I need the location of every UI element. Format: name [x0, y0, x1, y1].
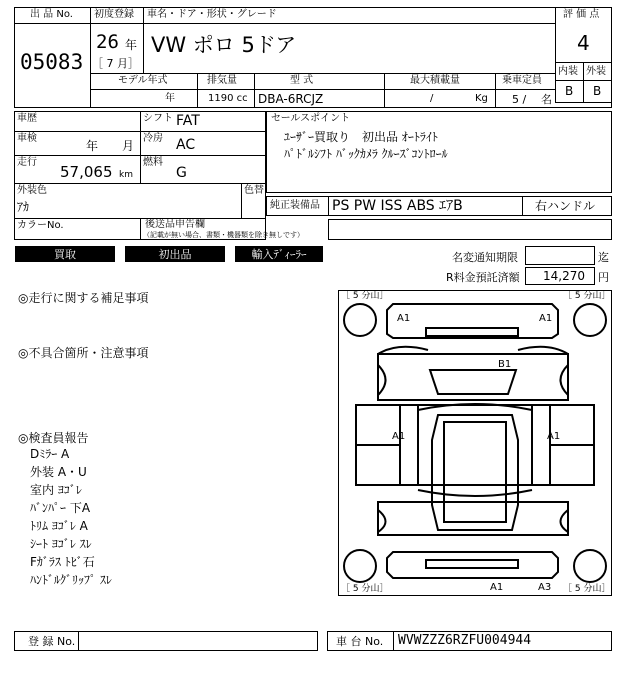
tag-import-dealer: 輸入ﾃﾞｨｰﾗｰ	[235, 246, 323, 262]
first-reg-label: 初度登録	[94, 9, 134, 20]
exterior-label: 外装	[586, 66, 606, 77]
exterior-color-value: ｱｶ	[17, 200, 30, 214]
mark-front-left: A1	[397, 313, 411, 324]
tire-rear-left-label: ［ 5 分山］	[341, 584, 389, 594]
lot-no: 05083	[20, 50, 84, 74]
max-load-slash: /	[430, 93, 434, 104]
sales-point-line-1: ﾕｰｻﾞｰ買取り 初出品 ｵｰﾄﾗｲﾄ	[284, 130, 438, 144]
model-year-unit: 年	[165, 93, 175, 104]
inspector-report-label: ◎検査員報告	[18, 431, 89, 445]
inspector-line: Fｶﾞﾗｽ ﾄﾋﾞ石	[30, 555, 95, 569]
inspector-line: ﾊﾞﾝﾊﾟｰ 下A	[30, 501, 91, 515]
interior-grade: B	[565, 84, 574, 98]
sales-point-line-2: ﾊﾟﾄﾞﾙｼﾌﾄ ﾊﾞｯｸｶﾒﾗ ｸﾙｰｽﾞｺﾝﾄﾛｰﾙ	[284, 147, 448, 161]
post-doc-note: （記載が無い場合、書類・機器類を除き無しです）	[143, 231, 304, 239]
tire-front-right-label: ［ 5 分山］	[563, 291, 611, 301]
color-no-label: カラーNo.	[17, 220, 64, 231]
first-reg-year: 26	[96, 31, 119, 53]
recycle-label: R料金預託済額	[446, 271, 520, 284]
type-value: DBA-6RCJZ	[258, 92, 324, 106]
car-diagram	[338, 290, 612, 596]
std-equipment-value: PS PW ISS ABS ｴｱB	[332, 198, 463, 214]
lot-no-label: 出 品 No.	[30, 9, 73, 20]
post-doc-label: 後送品申告欄	[145, 219, 205, 230]
tire-rear-right-label: ［ 5 分山］	[563, 584, 611, 594]
defect-notes-label: ◎不具合箇所・注意事項	[18, 346, 149, 360]
ac-label: 冷房	[143, 133, 163, 144]
shift-value: FAT	[176, 113, 200, 129]
shift-label: シフト	[143, 113, 173, 124]
first-reg-year-unit: 年	[125, 38, 138, 52]
model-year-label: モデル年式	[118, 75, 168, 86]
inspector-line: ｼｰﾄ ﾖｺﾞﾚ ｽﾚ	[30, 537, 92, 551]
exterior-grade: B	[593, 84, 602, 98]
displacement-value: 1190 cc	[208, 93, 248, 104]
std-equipment-label: 純正装備品	[270, 200, 320, 211]
car-name: VW ポロ 5ドア	[151, 33, 297, 57]
name-change-label: 名変通知期限	[452, 251, 518, 264]
sales-point-label: セールスポイント	[271, 113, 351, 124]
type-label: 型 式	[290, 75, 314, 86]
steering-value: 右ハンドル	[535, 199, 596, 213]
inspector-line: ﾄﾘﾑ ﾖｺﾞﾚ A	[30, 519, 88, 533]
max-load-label: 最大積載量	[410, 75, 460, 86]
capacity-unit: 名	[541, 93, 552, 106]
interior-label: 内装	[558, 66, 578, 77]
grade-label: 評 価 点	[563, 9, 600, 20]
mileage-value: 57,065	[60, 163, 113, 181]
inspector-line: Dﾐﾗｰ A	[30, 447, 70, 461]
mark-rear-right: A3	[538, 582, 552, 593]
mark-left-door: A1	[392, 431, 406, 442]
mark-hood: B1	[498, 359, 512, 370]
recycle-value: 14,270	[543, 269, 585, 283]
inspector-line: 外装 A・U	[30, 465, 87, 479]
driving-notes-label: ◎走行に関する補足事項	[18, 291, 149, 305]
car-name-label: 車名・ドア・形状・グレード	[147, 9, 277, 20]
recycle-unit: 円	[598, 271, 609, 284]
name-change-unit: 迄	[598, 251, 609, 264]
mark-front-right: A1	[539, 313, 553, 324]
first-reg-month: ［ 7 月］	[92, 57, 139, 70]
capacity-value: 5 /	[512, 93, 527, 106]
chassis-no-label: 車 台 No.	[336, 635, 384, 648]
capacity-label: 乗車定員	[502, 75, 542, 86]
tire-front-right-icon	[574, 304, 606, 336]
history-label: 車歴	[17, 113, 37, 124]
fuel-label: 燃料	[143, 157, 163, 168]
tag-buy: 買取	[15, 246, 115, 262]
mark-rear-left: A1	[490, 582, 504, 593]
tag-first-listing: 初出品	[125, 246, 225, 262]
grade-value: 4	[577, 31, 590, 55]
tire-front-left-icon	[344, 304, 376, 336]
chassis-no-value: WVWZZZ6RZFU004944	[398, 633, 532, 648]
inspector-line: ﾊﾝﾄﾞﾙｸﾞﾘｯﾌﾟ ｽﾚ	[30, 573, 112, 587]
displacement-label: 排気量	[207, 75, 237, 86]
ac-value: AC	[176, 137, 196, 153]
inspection-month-unit: 月	[122, 139, 135, 153]
name-change-box	[525, 246, 595, 265]
inspector-line: 室内 ﾖｺﾞﾚ	[30, 483, 82, 497]
color-change-label: 色替	[244, 185, 264, 196]
reg-no-label: 登 録 No.	[28, 635, 76, 648]
max-load-unit: Kg	[475, 93, 488, 104]
tire-front-left-label: ［ 5 分山］	[341, 291, 389, 301]
fuel-value: G	[176, 165, 187, 181]
mileage-unit: km	[119, 170, 133, 180]
inspection-year-unit: 年	[86, 139, 99, 153]
inspection-label: 車検	[17, 133, 37, 144]
mark-right-door: A1	[547, 431, 561, 442]
extra-box	[328, 219, 612, 240]
tire-rear-right-icon	[574, 550, 606, 582]
exterior-color-label: 外装色	[17, 185, 47, 196]
mileage-label: 走行	[17, 157, 37, 168]
tire-rear-left-icon	[344, 550, 376, 582]
